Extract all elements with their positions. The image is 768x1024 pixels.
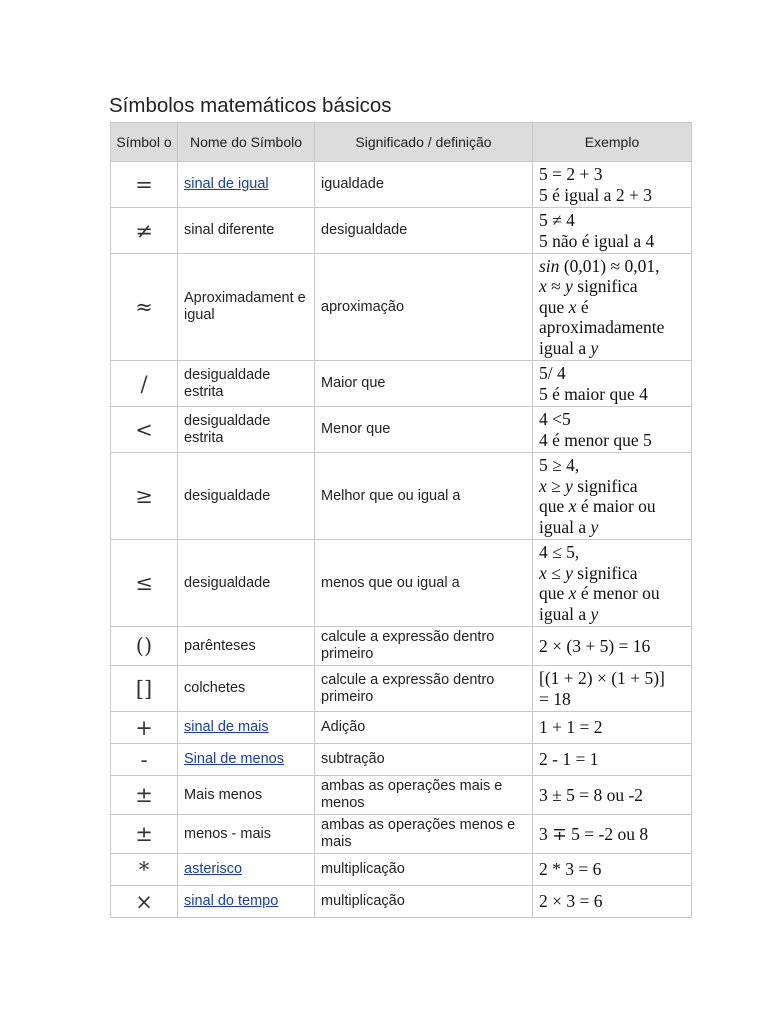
symbol-name-link[interactable]: sinal de mais — [184, 719, 269, 735]
example-cell — [533, 886, 692, 918]
symbol-cell: ≤ — [111, 540, 178, 627]
header-example: Exemplo — [533, 123, 692, 162]
example-line: 5 é igual a 2 + 3 — [539, 184, 652, 205]
meaning-cell: multiplicação — [315, 854, 533, 886]
example-line: 3 ∓ 5 = -2 ou 8 — [539, 823, 649, 844]
header-name: Nome do Símbolo — [178, 123, 315, 162]
example-line: que x é maior ou — [539, 496, 656, 516]
symbol-name-cell — [178, 162, 315, 208]
example-cell — [533, 854, 692, 886]
symbol-cell: ≠ — [111, 208, 178, 254]
symbol-name-cell: desigualdade — [178, 540, 315, 627]
example-line: = 18 — [539, 688, 571, 709]
example-cell — [533, 208, 692, 254]
meaning-cell: menos que ou igual a — [315, 540, 533, 627]
example-line: x ≤ y significa — [539, 562, 638, 583]
table-body — [111, 162, 692, 918]
symbol-name-link[interactable]: Sinal de menos — [184, 751, 284, 767]
example-cell — [533, 540, 692, 627]
example-line: 5 = 2 + 3 — [539, 164, 603, 184]
symbol-name-cell: parênteses — [178, 627, 315, 666]
example-cell — [533, 407, 692, 453]
table-row — [111, 744, 692, 776]
symbol-name-cell — [178, 744, 315, 776]
meaning-cell: Adição — [315, 712, 533, 744]
table-row — [111, 776, 692, 815]
example-line: 5 ≠ 4 — [539, 210, 575, 230]
symbol-cell: () — [111, 627, 178, 666]
example-line: 4 ≤ 5, — [539, 542, 580, 562]
table-row — [111, 407, 692, 453]
meaning-cell: Melhor que ou igual a — [315, 453, 533, 540]
example-cell — [533, 744, 692, 776]
meaning-cell: subtração — [315, 744, 533, 776]
table-row — [111, 627, 692, 666]
example-line: igual a y — [539, 603, 599, 624]
example-line: 2 * 3 = 6 — [539, 859, 602, 880]
symbol-name-cell: Aproximadament e igual — [178, 254, 315, 361]
symbol-cell: × — [111, 886, 178, 918]
symbol-name-cell: menos - mais — [178, 815, 315, 854]
symbol-cell: [] — [111, 666, 178, 712]
meaning-cell: desigualdade — [315, 208, 533, 254]
symbol-cell: < — [111, 407, 178, 453]
symbol-name-cell: sinal diferente — [178, 208, 315, 254]
symbol-cell: - — [111, 744, 178, 776]
meaning-cell: ambas as operações mais e menos — [315, 776, 533, 815]
example-line: 2 - 1 = 1 — [539, 749, 599, 770]
example-cell — [533, 666, 692, 712]
symbol-name-cell: desigualdade estrita — [178, 407, 315, 453]
symbol-cell: * — [111, 854, 178, 886]
example-cell — [533, 712, 692, 744]
example-line: 4 é menor que 5 — [539, 429, 652, 450]
example-line: 1 + 1 = 2 — [539, 717, 603, 738]
example-cell — [533, 815, 692, 854]
symbol-name-link[interactable]: asterisco — [184, 861, 243, 877]
table-row — [111, 712, 692, 744]
header-meaning: Significado / definição — [315, 123, 533, 162]
symbol-cell: + — [111, 712, 178, 744]
page-title: Símbolos matemáticos básicos — [109, 94, 392, 117]
table-row — [111, 666, 692, 712]
header-symbol: Símbol o — [111, 123, 178, 162]
example-line: aproximadamente — [539, 317, 665, 338]
example-cell — [533, 776, 692, 815]
meaning-cell: Menor que — [315, 407, 533, 453]
meaning-cell: ambas as operações menos e mais — [315, 815, 533, 854]
symbol-name-cell: Mais menos — [178, 776, 315, 815]
symbol-name-cell — [178, 886, 315, 918]
table-row — [111, 254, 692, 361]
table-row — [111, 208, 692, 254]
meaning-cell: calcule a expressão dentro primeiro — [315, 627, 533, 666]
table-header-row — [111, 123, 692, 162]
example-line: 5 ≥ 4, — [539, 455, 580, 475]
symbols-table — [110, 122, 692, 918]
table-row — [111, 854, 692, 886]
example-line: x ≥ y significa — [539, 475, 638, 496]
table-row — [111, 162, 692, 208]
example-line: 2 × (3 + 5) = 16 — [539, 635, 651, 656]
example-cell — [533, 453, 692, 540]
symbol-cell: ± — [111, 815, 178, 854]
symbol-name-cell — [178, 712, 315, 744]
example-line: 5 não é igual a 4 — [539, 230, 655, 251]
example-line: que x é menor ou — [539, 583, 660, 603]
table-row — [111, 453, 692, 540]
example-line: sin (0,01) ≈ 0,01, — [539, 255, 660, 276]
example-line: [(1 + 2) × (1 + 5)] — [539, 668, 665, 688]
symbol-cell: = — [111, 162, 178, 208]
symbol-name-link[interactable]: sinal do tempo — [184, 893, 279, 909]
meaning-cell: igualdade — [315, 162, 533, 208]
example-cell — [533, 162, 692, 208]
meaning-cell: multiplicação — [315, 886, 533, 918]
table-row — [111, 540, 692, 627]
symbol-cell: / — [111, 361, 178, 407]
symbol-name-cell — [178, 854, 315, 886]
meaning-cell: aproximação — [315, 254, 533, 361]
symbol-cell: ≈ — [111, 254, 178, 361]
symbol-name-cell: desigualdade — [178, 453, 315, 540]
meaning-cell: Maior que — [315, 361, 533, 407]
symbol-cell: ± — [111, 776, 178, 815]
table-row — [111, 886, 692, 918]
example-line: 4 <5 — [539, 409, 571, 429]
symbol-name-cell: colchetes — [178, 666, 315, 712]
example-line: 3 ± 5 = 8 ou -2 — [539, 784, 644, 805]
example-line: 2 × 3 = 6 — [539, 891, 603, 912]
example-line: igual a y — [539, 337, 599, 358]
meaning-cell: calcule a expressão dentro primeiro — [315, 666, 533, 712]
table-row — [111, 815, 692, 854]
example-cell — [533, 627, 692, 666]
table-row — [111, 361, 692, 407]
example-line: 5/ 4 — [539, 363, 566, 383]
example-line: igual a y — [539, 516, 599, 537]
example-cell — [533, 361, 692, 407]
example-line: 5 é maior que 4 — [539, 383, 648, 404]
example-line: que x é — [539, 296, 589, 317]
symbol-name-link[interactable]: sinal de igual — [184, 176, 269, 192]
symbol-cell: ≥ — [111, 453, 178, 540]
example-cell — [533, 254, 692, 361]
symbol-name-cell: desigualdade estrita — [178, 361, 315, 407]
example-line: x ≈ y significa — [539, 276, 638, 297]
